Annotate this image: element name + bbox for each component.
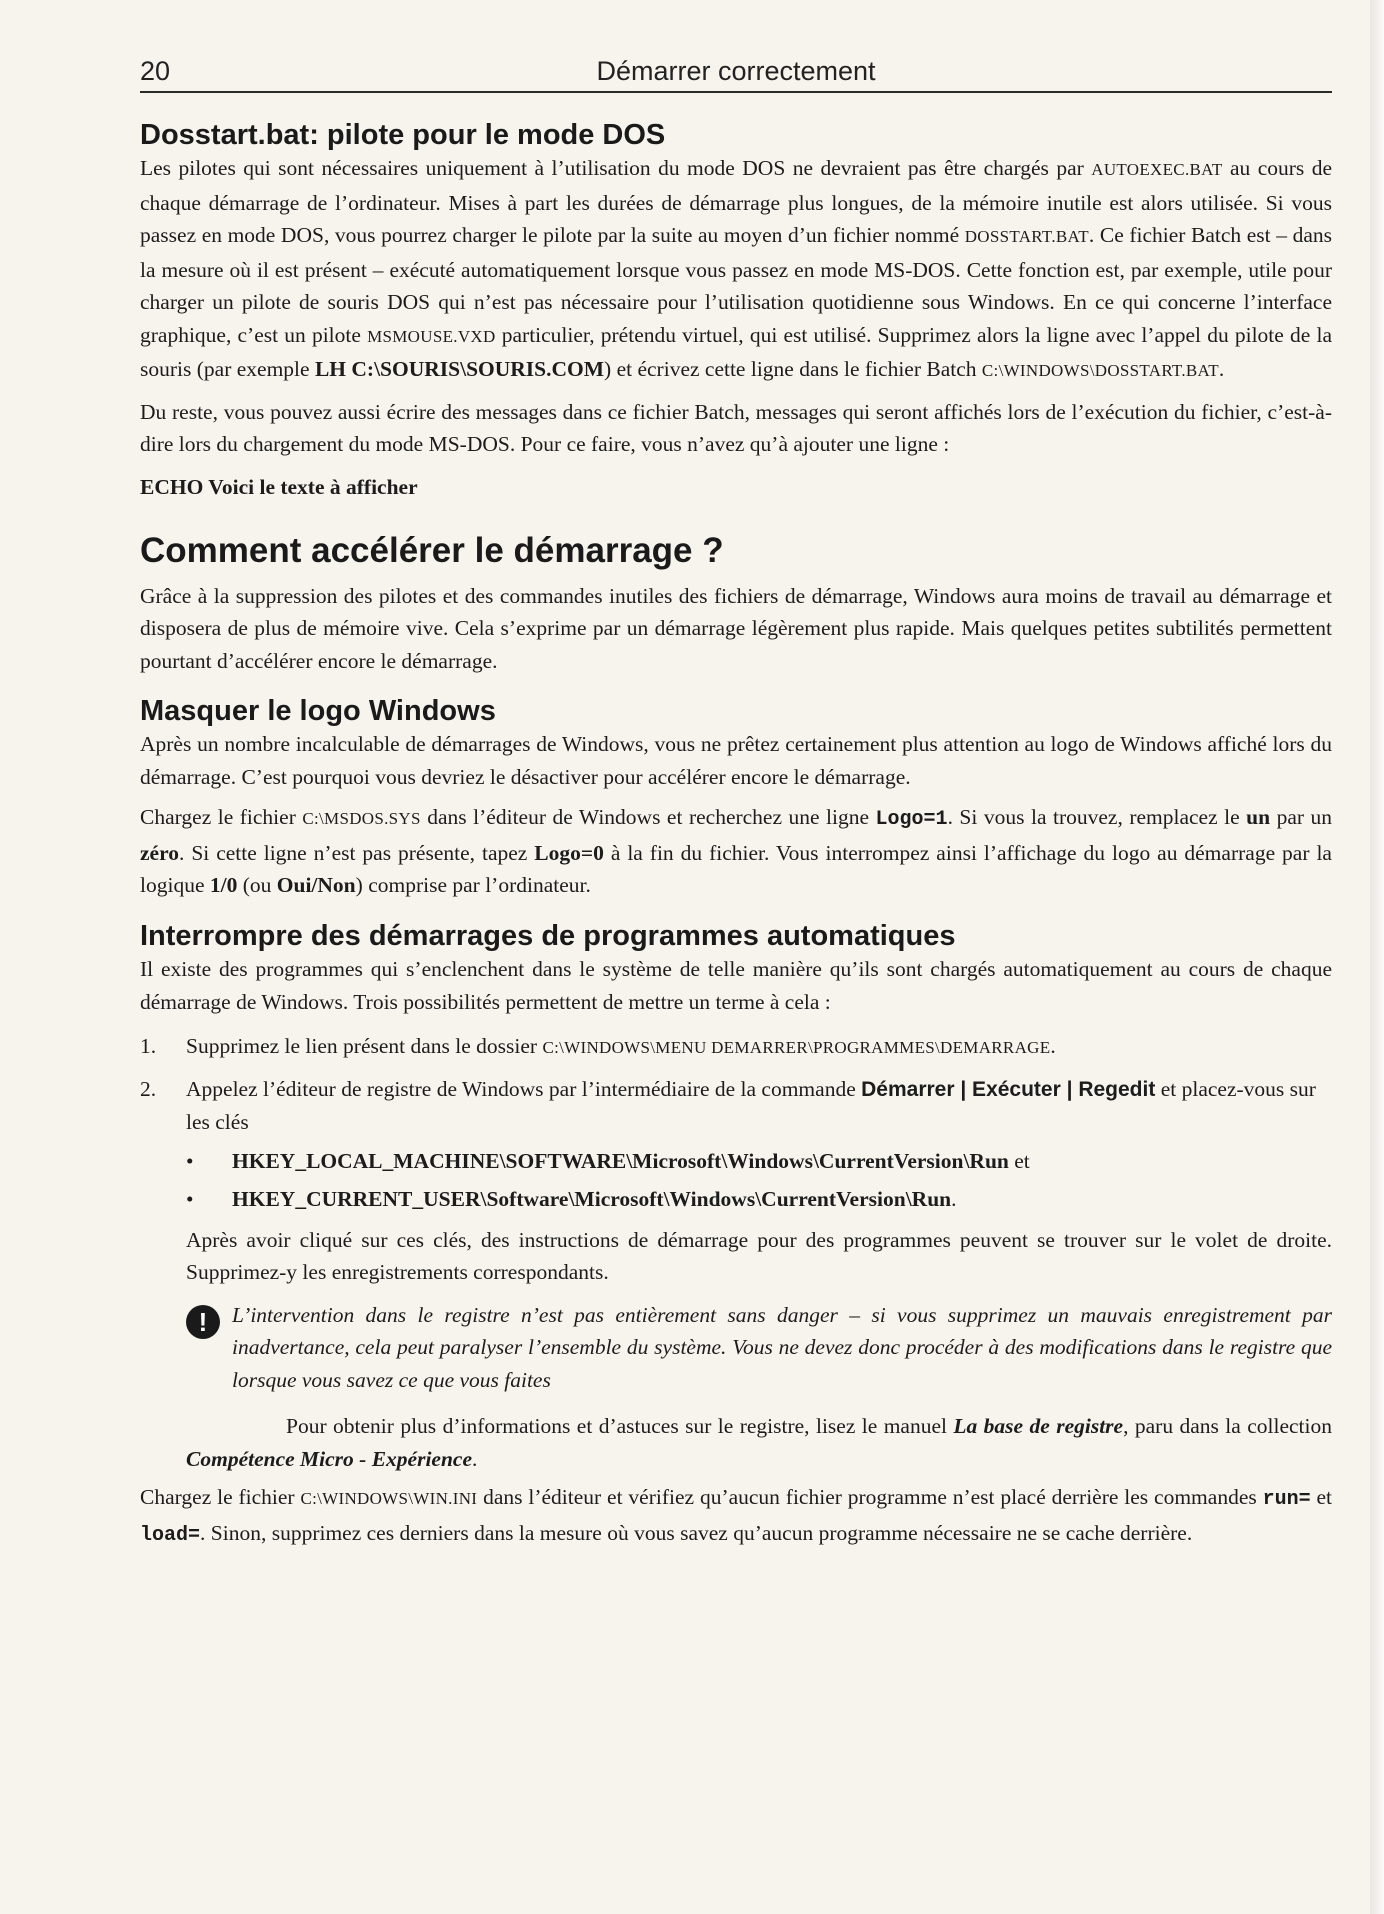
paragraph-dosstart-1: Les pilotes qui sont nécessaires uniquement à l’utilisation du mode DOS ne devraient pas être chargés par AUTOEXEC.BAT au cours de chaque démarrage de l’ordinateur. Mises à part les durées de démarrage plus longues, de la mémoire inutile est alors utilisée. Si vous passez en mode DOS, vous pourrez charger le pilote par la suite au moyen d’un fichier nommé DOSSTART.BAT. Ce fichier Batch est – dans la mesure où il est présent – exécuté automatiquement lorsque vous passez en mode MS-DOS. Cette fonction est, par exemple, utile pour charger un pilote de souris DOS qui n’est pas nécessaire pour l’utilisation quotidienne sous Windows. En ce qui concerne l’interface graphique, c’est un pilote MSMOUSE.VXD particulier, prétendu virtuel, qui est utilisé. Supprimez alors la ligne avec l’appel du pilote de la souris (par exemple LH C:\SOURIS\SOURIS.COM) et écrivez cette ligne dans le fichier Batch C:\WINDOWS\DOSSTART.BAT. — [140, 156, 1332, 382]
running-header — [140, 56, 1332, 93]
paragraph-accelerate: Grâce à la suppression des pilotes et des commandes inutiles des fichiers de démarrage, Windows aura moins de travail au démarrage et disposera de plus de mémoire vive. Cela s’exprime par un démarrage légèrement plus rapide. Mais quelques petites subtilités permettent pourtant d’accélérer encore le démarrage. — [140, 583, 1332, 673]
warning-icon: ! — [186, 1305, 220, 1339]
warning-text: L’intervention dans le registre n’est pas entièrement sans danger – si vous supprimez un mauvais enregistrement par inadvertance, cela peut paralyser l’ensemble du système. Vous ne devez donc procéder à des modifications dans le registre que lorsque vous savez ce que vous faites — [232, 1302, 1332, 1392]
paragraph-logo-2: Chargez le fichier C:\MSDOS.SYS dans l’éditeur de Windows et recherchez une ligne Logo=1. Si vous la trouvez, remplacez le un par un zéro. Si cette ligne n’est pas présente, tapez Logo=0 à la fin du fichier. Vous interrompez ainsi l’affichage du logo au démarrage par la logique 1/0 (ou Oui/Non) comprise par l’ordinateur. — [140, 805, 1333, 898]
heading-accelerate: Comment accélérer le démarrage ? — [140, 531, 724, 571]
page-edge-shadow — [1370, 0, 1384, 1914]
echo-command: ECHO Voici le texte à afficher — [140, 474, 418, 499]
paragraph-after-keys: Après avoir cliqué sur ces clés, des instructions de démarrage pour des programmes peuvent se trouver sur le volet de droite. Supprimez-y les enregistrements correspondants. — [186, 1227, 1332, 1285]
list-item: 2. Appelez l’éditeur de registre de Windows par l’intermédiaire de la commande Démarrer | Exécuter | Regedit et placez-vous sur les clés — [140, 1076, 1316, 1135]
heading-logo: Masquer le logo Windows — [140, 695, 496, 728]
numbered-list — [140, 1030, 1332, 1289]
paragraph-dosstart-2: Du reste, vous pouvez aussi écrire des messages dans ce fichier Batch, messages qui seront affichés lors de l’exécution du fichier, c’est-à-dire lors du chargement du mode MS-DOS. Pour ce faire, vous n’avez qu’à ajouter une ligne : — [140, 399, 1332, 457]
list-item: 1. Supprimez le lien présent dans le dossier C:\WINDOWS\MENU DEMARRER\PROGRAMMES\DEMARRAGE. — [140, 1034, 1056, 1059]
running-title: Démarrer correctement — [596, 56, 876, 86]
tip-paragraph: Pour obtenir plus d’informations et d’astuces sur le registre, lisez le manuel La base de registre, paru dans la collection Compétence Micro - Expérience. — [186, 1414, 1333, 1471]
warning-note — [186, 1299, 1332, 1397]
page-number: 20 — [140, 56, 171, 86]
paragraph-logo-1: Après un nombre incalculable de démarrages de Windows, vous ne prêtez certainement plus attention au logo de Windows affiché lors du démarrage. C’est pourquoi vous devriez le désactiver pour accélérer encore le démarrage. — [140, 732, 1332, 789]
paragraph-winini: Chargez le fichier C:\WINDOWS\WIN.INI dans l’éditeur et vérifiez qu’aucun fichier programme n’est placé derrière les commandes run= et load=. Sinon, supprimez ces derniers dans la mesure où vous savez qu’aucun programme nécessaire ne se cache derrière. — [140, 1485, 1332, 1547]
paragraph-autostart: Il existe des programmes qui s’enclenchent dans le système de telle manière qu’ils sont chargés automatiquement au cours de chaque démarrage de Windows. Trois possibilités permettent de mettre un terme à cela : — [140, 957, 1332, 1014]
bullet-item: • HKEY_LOCAL_MACHINE\SOFTWARE\Microsoft\Windows\CurrentVersion\Run et — [186, 1148, 1030, 1173]
heading-autostart: Interrompre des démarrages de programmes automatiques — [140, 919, 956, 952]
heading-dosstart: Dosstart.bat: pilote pour le mode DOS — [140, 119, 666, 151]
bullet-item: • HKEY_CURRENT_USER\Software\Microsoft\Windows\CurrentVersion\Run. — [186, 1187, 957, 1212]
